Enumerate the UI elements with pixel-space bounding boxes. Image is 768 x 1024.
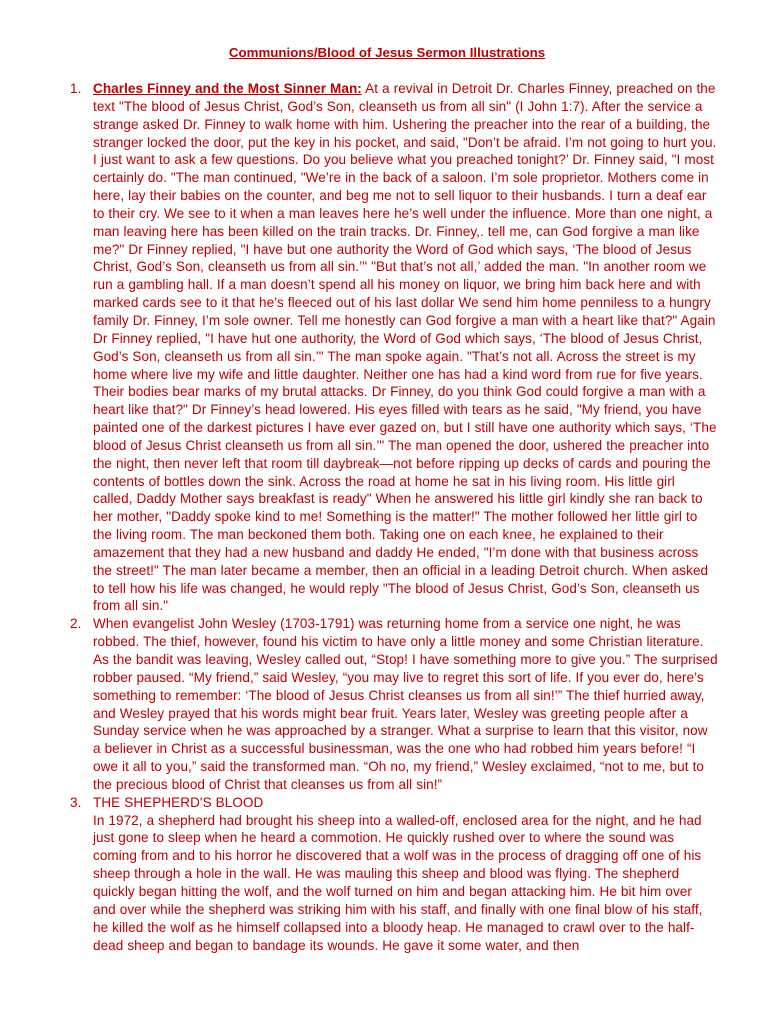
list-item (56, 794, 718, 955)
item-heading: THE SHEPHERD'S BLOOD (93, 794, 264, 810)
item-text: At a revival in Detroit Dr. Charles Finney, preached on the text "The blood of Jesus Christ, God’s Son, cleanseth us from all sin" (I John 1:7). After the service a strange asked Dr. Finney to walk home with him. Ushering the preacher into the rear of a building, the stranger locked the door, put the key in his pocket, and said, "Don’t be afraid. I’m not going to hurt you. I just want to ask a few questions. Do you believe what you preached tonight?’ Dr. Finney said, "I most certainly do. "The man continued, "We’re in the back of a saloon. I’m sole proprietor. Mothers come in here, lay their babies on the counter, and beg me not to sell liquor to their husbands. I turn a deaf ear to their cry. We see to it when a man leaves here he’s well under the influence. More than one night, a man leaving here has been killed on the train tracks. Dr. Finney,. tell me, can God forgive a man like me?" Dr Finney replied, "I have but one authority the Word of God which says, ‘The blood of Jesus Christ, God’s Son, cleanseth us from all sin.’" "But that’s not all,’ added the man. "In another room we run a gambling hall. If a man doesn’t spend all his money on liquor, we bring him back here and with marked cards see to it that he’s fleeced out of his last dollar We send him home penniless to a hungry family Dr. Finney, I’m sole owner. Tell me honestly can God forgive a man with a heart like that?" Again Dr Finney replied, "I have hut one authority, the Word of God which says, ‘The blood of Jesus Christ, God’s Son, cleanseth us from all sin.’" The man spoke again. "That’s not all. Across the street is my home where live my wife and little daughter. Neither one has had a kind word from rue for five years. Their bodies bear marks of my brutal attacks. Dr Finney, do you think God could forgive a man with a heart like that?" Dr Finney’s head lowered. His eyes filled with tears as he said, "My friend, you have painted one of the darkest pictures I have ever gazed on, but I still have one authority which says, ‘The blood of Jesus Christ cleanseth us from all sin.’" The man opened the door, ushered the preacher into the night, then never left that room till daybreak—not before ripping up decks of cards and pouring the contents of bottles down the sink. Across the road at home he sat in his living room. His little girl called, Daddy Mother says breakfast is ready" When he answered his little girl kindly she ran back to her mother, "Daddy spoke kind to me! Something is the matter!" The mother followed her little girl to the living room. The man beckoned them both. Taking one on each knee, he explained to their amazement that they had a new husband and daddy He ended, "I’m done with that business across the street!" The man later became a member, then an official in a leading Detroit church. When asked to tell how his life was changed, he would reply "The blood of Jesus Christ, God’s Son, cleanseth us from all sin." (93, 81, 717, 614)
item-text: In 1972, a shepherd had brought his sheep into a walled-off, enclosed area for the night, and he had just gone to sleep when he heard a commotion. He quickly rushed over to where the sound was coming from and to his horror he discovered that a wolf was in the process of dragging off one of his sheep through a hole in the wall. He was mauling this sheep and blood was flying. The shepherd quickly began hitting the wolf, and the wolf turned on him and began attacking him. He bit him over and over while the shepherd was striking him with his staff, and finally with one final blow of his staff, he killed the wolf as he himself collapsed into a bloody heap. He managed to crawl over to the half-dead sheep and began to bandage its wounds. He gave it some water, and then (93, 812, 703, 953)
item-number: 2. (70, 616, 82, 632)
illustration-list (56, 80, 718, 954)
item-text: When evangelist John Wesley (1703-1791) was returning home from a service one night, he was robbed. The thief, however, found his victim to have only a little money and some Christian literature. As the bandit was leaving, Wesley called out, “Stop! I have something more to give you.” The surprised robber paused. “My friend,” said Wesley, “you may live to regret this sort of life. If you ever do, here’s something to remember: ‘The blood of Jesus Christ cleanses us from all sin!’” The thief hurried away, and Wesley prayed that his words might bear fruit. Years later, Wesley was greeting people after a Sunday service when he was approached by a stranger. What a surprise to learn that this visitor, now a believer in Christ as a successful businessman, was the one who had robbed him years before! “I owe it all to you,” said the transformed man. “Oh no, my friend,” Wesley exclaimed, “not to me, but to the precious blood of Christ that cleanses us from all sin!” (93, 616, 718, 792)
item-lead: Charles Finney and the Most Sinner Man: (93, 81, 362, 96)
list-item (56, 80, 718, 615)
item-number: 3. (70, 794, 82, 810)
list-item (56, 615, 718, 793)
page-title: Communions/Blood of Jesus Sermon Illustrations (228, 45, 546, 60)
item-number: 1. (70, 81, 82, 96)
